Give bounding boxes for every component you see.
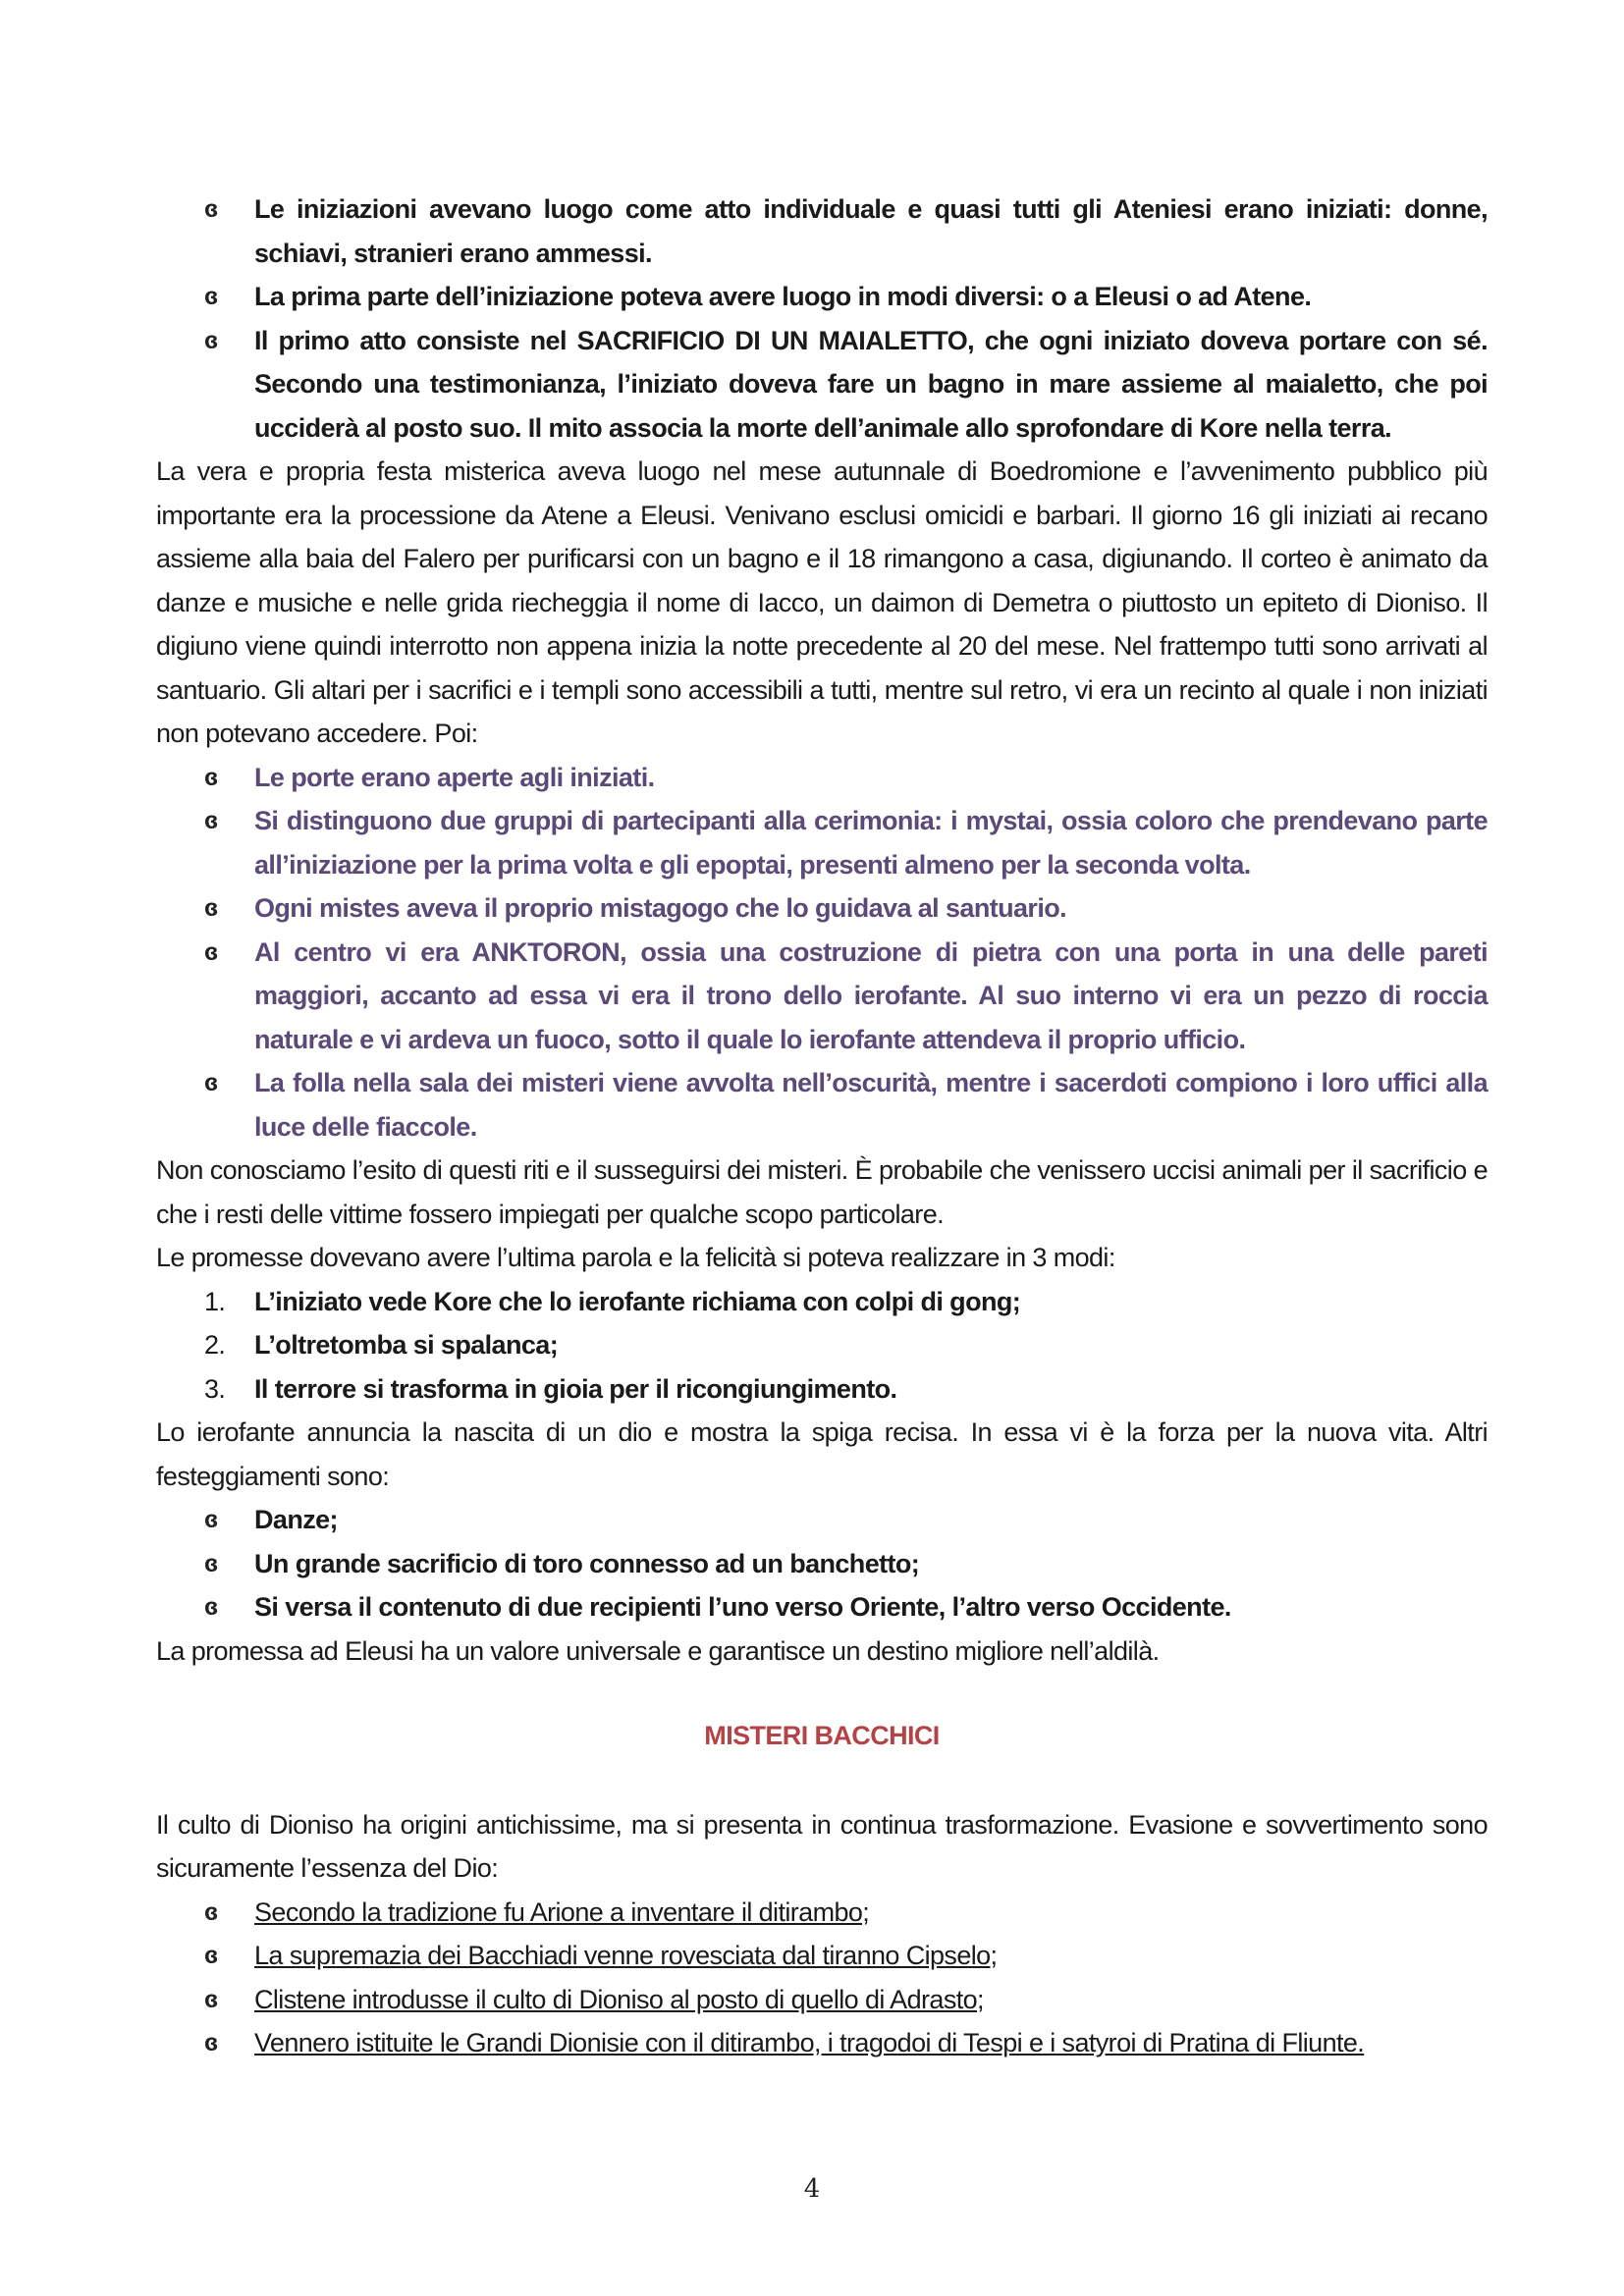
list-item: ɞ Vennero istituite le Grandi Dionisie con il ditirambo, i tragodoi di Tespi e i satyroi di Pratina di Fliunte. bbox=[156, 2021, 1488, 2065]
list-item: ɞ Clistene introdusse il culto di Dioniso al posto di quello di Adrasto; bbox=[156, 1978, 1488, 2022]
bullet-icon: ɞ bbox=[204, 1549, 218, 1577]
bullet-icon: ɞ bbox=[204, 283, 218, 310]
bullet-icon: ɞ bbox=[204, 1942, 218, 1969]
bullet-icon: ɞ bbox=[204, 937, 218, 966]
page-body bbox=[156, 187, 1488, 2065]
bullet-icon: ɞ bbox=[204, 1593, 218, 1621]
list-dionysus bbox=[156, 1891, 1488, 2065]
list-item: 1. L’iniziato vede Kore che lo ierofante richiama con colpi di gong; bbox=[204, 1286, 1021, 1316]
list-item: ɞ Il primo atto consiste nel SACRIFICIO DI UN MAIALETTO, che ogni iniziato doveva portare con sé. Secondo una testimonianza, l’iniziato doveva fare un bagno in mare assieme al maialetto, che poi ucciderà al posto suo. Il mito associa la morte dell’animale allo sprofondare di Kore nella terra. bbox=[156, 319, 1488, 451]
list-item: ɞ Un grande sacrificio di toro connesso ad un banchetto; bbox=[156, 1542, 1488, 1586]
list-celebrations bbox=[156, 1498, 1488, 1629]
paragraph: Non conosciamo l’esito di questi riti e il susseguirsi dei misteri. È probabile che venissero uccisi animali per il sacrificio e che i resti delle vittime fossero impiegati per qualche scopo particolare. bbox=[156, 1155, 1488, 1229]
list-item: ɞ Le iniziazioni avevano luogo come atto individuale e quasi tutti gli Ateniesi erano iniziati: donne, schiavi, stranieri erano ammessi. bbox=[156, 187, 1488, 275]
list-item: 2. L’oltretomba si spalanca; bbox=[204, 1330, 559, 1360]
list-item: 3. Il terrore si trasforma in gioia per il ricongiungimento. bbox=[204, 1373, 897, 1404]
list-item: ɞ Si versa il contenuto di due recipienti l’uno verso Oriente, l’altro verso Occidente. bbox=[156, 1585, 1488, 1629]
bullet-icon: ɞ bbox=[204, 894, 218, 922]
list-item: ɞ La supremazia dei Bacchiadi venne rovesciata dal tiranno Cipselo; bbox=[156, 1934, 1488, 1978]
list-item: ɞ Le porte erano aperte agli iniziati. bbox=[156, 756, 1488, 800]
section-heading: MISTERI BACCHICI bbox=[704, 1721, 940, 1750]
bullet-icon: ɞ bbox=[204, 2029, 218, 2056]
bullet-icon: ɞ bbox=[204, 1897, 218, 1926]
list-item: ɞ La prima parte dell’iniziazione poteva avere luogo in modi diversi: o a Eleusi o ad Atene. bbox=[156, 275, 1488, 319]
paragraph: La vera e propria festa misterica aveva luogo nel mese autunnale di Boedromione e l’avvenimento pubblico più importante era la processione da Atene a Eleusi. Venivano esclusi omicidi e barbari. Il giorno 16 gli iniziati ai recano assieme alla baia del Falero per purificarsi con un bagno e il 18 rimangono a casa, digiunando. Il corteo è animato da danze e musiche e nelle grida riecheggia il nome di Iacco, un daimon di Demetra o piuttosto un epiteto di Dioniso. Il digiuno viene quindi interrotto non appena inizia la notte precedente al 20 del mese. Nel frattempo tutti sono arrivati al santuario. Gli altari per i sacrifici e i templi sono accessibili a tutti, mentre sul retro, vi era un recinto al quale i non iniziati non potevano accedere. Poi: bbox=[156, 456, 1488, 748]
paragraph: La promessa ad Eleusi ha un valore universale e garantisce un destino migliore nell’aldilà. bbox=[156, 1635, 1160, 1666]
list-item: ɞ Si distinguono due gruppi di partecipanti alla cerimonia: i mystai, ossia coloro che prendevano parte all’iniziazione per la prima volta e gli epoptai, presenti almeno per la seconda volta. bbox=[156, 799, 1488, 886]
list-item: ɞ Secondo la tradizione fu Arione a inventare il ditirambo; bbox=[156, 1891, 1488, 1935]
bullet-icon: ɞ bbox=[204, 195, 218, 223]
list-item: ɞ La folla nella sala dei misteri viene avvolta nell’oscurità, mentre i sacerdoti compiono i loro uffici alla luce delle fiaccole. bbox=[156, 1061, 1488, 1148]
page-number: 4 bbox=[803, 2174, 821, 2204]
paragraph: Il culto di Dioniso ha origini antichissime, ma si presenta in continua trasformazione. Evasione e sovvertimento sono sicuramente l’essenza del Dio: bbox=[156, 1809, 1488, 1883]
bullet-icon: ɞ bbox=[204, 1069, 218, 1096]
bullet-icon: ɞ bbox=[204, 807, 218, 834]
list-item: ɞ Al centro vi era ANKTORON, ossia una costruzione di pietra con una porta in una delle pareti maggiori, accanto ad essa vi era il trono dello ierofante. Al suo interno vi era un pezzo di roccia naturale e vi ardeva un fuoco, sotto il quale lo ierofante attendeva il proprio ufficio. bbox=[156, 931, 1488, 1062]
list-ceremony bbox=[156, 756, 1488, 1149]
numbered-list bbox=[156, 1280, 1488, 1412]
bullet-icon: ɞ bbox=[204, 1985, 218, 2013]
bullet-icon: ɞ bbox=[204, 326, 218, 354]
bullet-icon: ɞ bbox=[204, 1506, 218, 1533]
paragraph: Lo ierofante annuncia la nascita di un dio e mostra la spiga recisa. In essa vi è la forza per la nuova vita. Altri festeggiamenti sono: bbox=[156, 1417, 1488, 1491]
list-item: ɞ Ogni mistes aveva il proprio mistagogo che lo guidava al santuario. bbox=[156, 886, 1488, 931]
list-initiation bbox=[156, 187, 1488, 450]
paragraph: Le promesse dovevano avere l’ultima parola e la felicità si poteva realizzare in 3 modi: bbox=[156, 1243, 1115, 1272]
bullet-icon: ɞ bbox=[204, 763, 218, 791]
list-item: ɞ Danze; bbox=[156, 1498, 1488, 1542]
